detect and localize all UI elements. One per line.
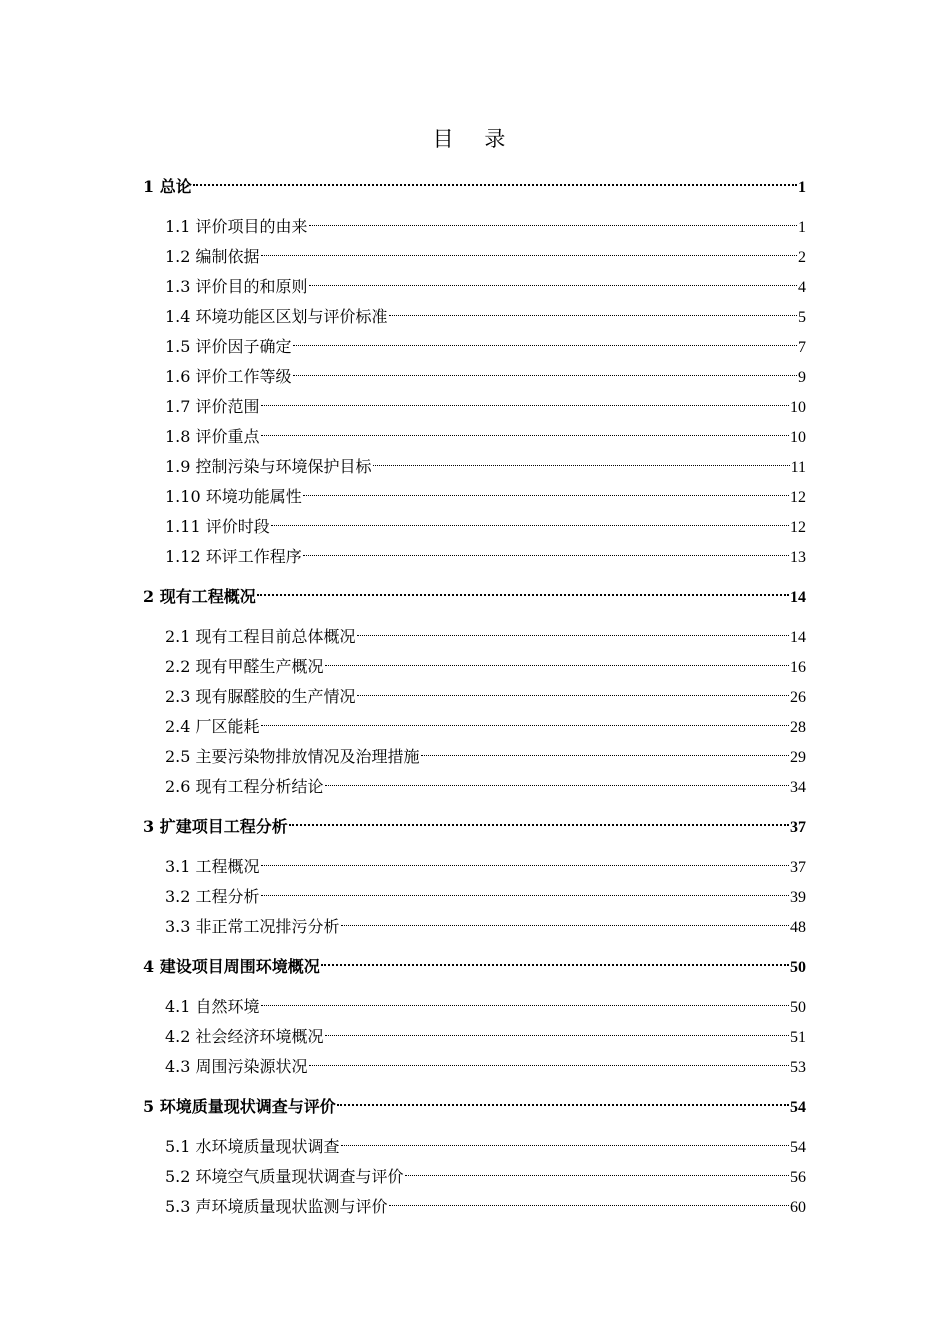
toc-entry-label: 2.3 现有脲醛胶的生产情况 bbox=[165, 687, 356, 706]
toc-entry-label: 1 总论 bbox=[143, 177, 192, 196]
toc-entry-page-number: 51 bbox=[790, 1029, 806, 1046]
toc-section-entry[interactable] bbox=[165, 388, 806, 416]
toc-entry-label: 4.2 社会经济环境概况 bbox=[165, 1027, 324, 1046]
toc-entry-label: 1.1 评价项目的由来 bbox=[165, 217, 308, 236]
toc-leader-dots bbox=[325, 768, 789, 792]
toc-entry-label: 2.5 主要污染物排放情况及治理措施 bbox=[165, 747, 420, 766]
toc-section-entry[interactable] bbox=[165, 1128, 806, 1156]
toc-section-entry[interactable] bbox=[165, 648, 806, 676]
toc-entry-page-number: 7 bbox=[798, 339, 806, 356]
toc-leader-dots bbox=[325, 648, 789, 672]
toc-entry-page-number: 2 bbox=[798, 249, 806, 266]
toc-entry-page-number: 60 bbox=[790, 1199, 806, 1216]
toc-chapter-entry[interactable] bbox=[143, 1088, 806, 1116]
toc-section-entry[interactable] bbox=[165, 418, 806, 446]
toc-entry-page-number: 34 bbox=[790, 779, 806, 796]
toc-entry-label: 4.3 周围污染源状况 bbox=[165, 1057, 308, 1076]
toc-leader-dots bbox=[293, 358, 797, 382]
toc-entry-label: 1.5 评价因子确定 bbox=[165, 337, 292, 356]
toc-entry-page-number: 26 bbox=[790, 689, 806, 706]
toc-leader-dots bbox=[357, 678, 789, 702]
toc-chapter-entry[interactable] bbox=[143, 168, 806, 196]
toc-leader-dots bbox=[357, 618, 789, 642]
toc-leader-dots bbox=[271, 508, 789, 532]
toc-entry-label: 1.10 环境功能属性 bbox=[165, 487, 302, 506]
toc-entry-label: 1.7 评价范围 bbox=[165, 397, 260, 416]
toc-entry-page-number: 53 bbox=[790, 1059, 806, 1076]
toc-entry-page-number: 29 bbox=[790, 749, 806, 766]
toc-entry-label: 3.2 工程分析 bbox=[165, 887, 260, 906]
toc-section-entry[interactable] bbox=[165, 878, 806, 906]
toc-entry-label: 1.12 环评工作程序 bbox=[165, 547, 302, 566]
toc-leader-dots bbox=[289, 808, 789, 832]
toc-leader-dots bbox=[293, 328, 797, 352]
toc-entry-label: 1.11 评价时段 bbox=[165, 517, 270, 536]
toc-entry-label: 1.3 评价目的和原则 bbox=[165, 277, 308, 296]
toc-entry-label: 1.9 控制污染与环境保护目标 bbox=[165, 457, 372, 476]
toc-title: 目 录 bbox=[432, 127, 518, 151]
toc-entry-label: 2.2 现有甲醛生产概况 bbox=[165, 657, 324, 676]
toc-entry-page-number: 54 bbox=[790, 1139, 806, 1156]
toc-entry-page-number: 50 bbox=[790, 959, 806, 976]
toc-entry-page-number: 56 bbox=[790, 1169, 806, 1186]
toc-section-entry[interactable] bbox=[165, 358, 806, 386]
toc-section-entry[interactable] bbox=[165, 708, 806, 736]
toc-leader-dots bbox=[421, 738, 789, 762]
toc-leader-dots bbox=[373, 448, 790, 472]
toc-entry-page-number: 10 bbox=[790, 429, 806, 446]
toc-entry-page-number: 14 bbox=[790, 629, 806, 646]
toc-entry-label: 4.1 自然环境 bbox=[165, 997, 260, 1016]
toc-section-entry[interactable] bbox=[165, 538, 806, 566]
toc-section-entry[interactable] bbox=[165, 508, 806, 536]
toc-leader-dots bbox=[261, 708, 789, 732]
toc-leader-dots bbox=[325, 1018, 789, 1042]
toc-leader-dots bbox=[309, 268, 797, 292]
toc-section-entry[interactable] bbox=[165, 988, 806, 1016]
toc-leader-dots bbox=[405, 1158, 789, 1182]
toc-leader-dots bbox=[261, 388, 789, 412]
toc-section-entry[interactable] bbox=[165, 298, 806, 326]
toc-entry-page-number: 50 bbox=[790, 999, 806, 1016]
toc-leader-dots bbox=[257, 578, 789, 602]
toc-entry-label: 3 扩建项目工程分析 bbox=[143, 817, 288, 836]
toc-entry-page-number: 12 bbox=[790, 489, 806, 506]
toc-section-entry[interactable] bbox=[165, 738, 806, 766]
toc-entry-label: 1.6 评价工作等级 bbox=[165, 367, 292, 386]
toc-entry-label: 3.3 非正常工况排污分析 bbox=[165, 917, 340, 936]
toc-section-entry[interactable] bbox=[165, 1158, 806, 1186]
toc-section-entry[interactable] bbox=[165, 908, 806, 936]
toc-section-entry[interactable] bbox=[165, 1188, 806, 1216]
toc-entry-page-number: 37 bbox=[790, 819, 806, 836]
toc-entry-label: 2 现有工程概况 bbox=[143, 587, 256, 606]
toc-entry-page-number: 37 bbox=[790, 859, 806, 876]
toc-section-entry[interactable] bbox=[165, 238, 806, 266]
toc-chapter-entry[interactable] bbox=[143, 808, 806, 836]
toc-entry-page-number: 5 bbox=[798, 309, 806, 326]
toc-leader-dots bbox=[261, 848, 789, 872]
toc-leader-dots bbox=[309, 1048, 789, 1072]
toc-entry-label: 5 环境质量现状调查与评价 bbox=[143, 1097, 336, 1116]
toc-entry-page-number: 48 bbox=[790, 919, 806, 936]
toc-entry-page-number: 54 bbox=[790, 1099, 806, 1116]
toc-section-entry[interactable] bbox=[165, 478, 806, 506]
toc-leader-dots bbox=[321, 948, 789, 972]
toc-leader-dots bbox=[341, 1128, 789, 1152]
toc-section-entry[interactable] bbox=[165, 618, 806, 646]
toc-leader-dots bbox=[193, 168, 797, 192]
toc-leader-dots bbox=[389, 1188, 789, 1212]
toc-entry-label: 2.6 现有工程分析结论 bbox=[165, 777, 324, 796]
toc-entry-label: 1.2 编制依据 bbox=[165, 247, 260, 266]
toc-entry-page-number: 14 bbox=[790, 589, 806, 606]
toc-leader-dots bbox=[341, 908, 789, 932]
toc-leader-dots bbox=[389, 298, 797, 322]
toc-entry-page-number: 10 bbox=[790, 399, 806, 416]
toc-section-entry[interactable] bbox=[165, 1048, 806, 1076]
toc-section-entry[interactable] bbox=[165, 768, 806, 796]
toc-entry-label: 2.1 现有工程目前总体概况 bbox=[165, 627, 356, 646]
toc-entry-page-number: 4 bbox=[798, 279, 806, 296]
toc-leader-dots bbox=[261, 988, 789, 1012]
toc-leader-dots bbox=[303, 538, 789, 562]
toc-entry-label: 5.3 声环境质量现状监测与评价 bbox=[165, 1197, 388, 1216]
toc-section-entry[interactable] bbox=[165, 328, 806, 356]
toc-entry-page-number: 11 bbox=[790, 459, 806, 476]
toc-entry-label: 4 建设项目周围环境概况 bbox=[143, 957, 320, 976]
toc-section-entry[interactable] bbox=[165, 678, 806, 706]
toc-section-entry[interactable] bbox=[165, 268, 806, 296]
toc-section-entry[interactable] bbox=[165, 208, 806, 236]
toc-entry-label: 1.4 环境功能区区划与评价标准 bbox=[165, 307, 388, 326]
toc-leader-dots bbox=[337, 1088, 789, 1112]
toc-section-entry[interactable] bbox=[165, 1018, 806, 1046]
toc-entry-label: 5.2 环境空气质量现状调查与评价 bbox=[165, 1167, 404, 1186]
toc-entry-label: 1.8 评价重点 bbox=[165, 427, 260, 446]
toc-chapter-entry[interactable] bbox=[143, 948, 806, 976]
toc-entry-page-number: 1 bbox=[798, 179, 806, 196]
toc-leader-dots bbox=[261, 418, 789, 442]
toc-leader-dots bbox=[261, 878, 789, 902]
toc-chapter-entry[interactable] bbox=[143, 578, 806, 606]
toc-entry-page-number: 12 bbox=[790, 519, 806, 536]
toc-entry-label: 5.1 水环境质量现状调查 bbox=[165, 1137, 340, 1156]
toc-entry-label: 3.1 工程概况 bbox=[165, 857, 260, 876]
toc-section-entry[interactable] bbox=[165, 448, 806, 476]
toc-entry-page-number: 39 bbox=[790, 889, 806, 906]
toc-leader-dots bbox=[303, 478, 789, 502]
toc-entry-page-number: 16 bbox=[790, 659, 806, 676]
toc-entry-page-number: 13 bbox=[790, 549, 806, 566]
toc-leader-dots bbox=[309, 208, 797, 232]
toc-entry-label: 2.4 厂区能耗 bbox=[165, 717, 260, 736]
toc-entry-page-number: 28 bbox=[790, 719, 806, 736]
toc-entry-page-number: 9 bbox=[798, 369, 806, 386]
toc-entry-page-number: 1 bbox=[798, 219, 806, 236]
toc-section-entry[interactable] bbox=[165, 848, 806, 876]
toc-leader-dots bbox=[261, 238, 797, 262]
